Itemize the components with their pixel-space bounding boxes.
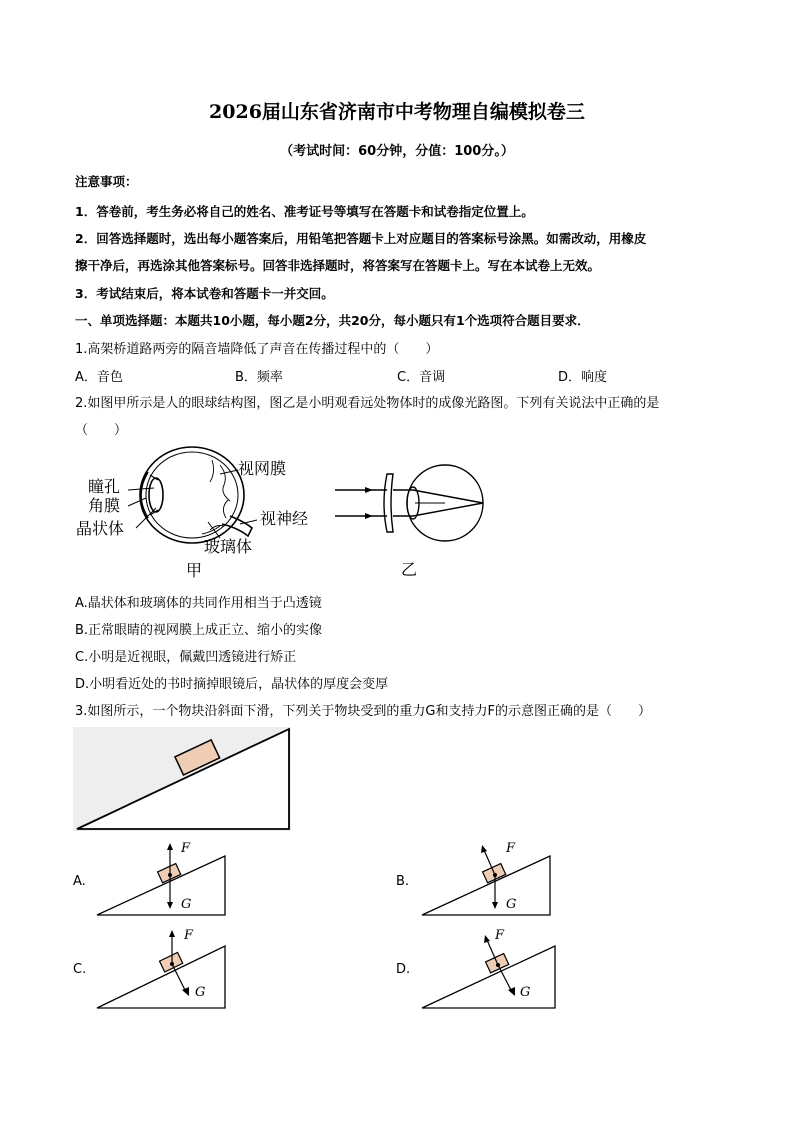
- eyeball-outline: [140, 447, 244, 543]
- notice-item-2-line-1: 2．回答选择题时，选出每小题答案后，用铅笔把答题卡上对应题目的答案标号涂黑。如需改动，用橡皮: [75, 231, 647, 246]
- option-a-diagram: [95, 838, 230, 918]
- force-label-f: F: [184, 928, 194, 943]
- question-1-option-c: C．音调: [397, 370, 446, 385]
- force-label-f: F: [495, 928, 505, 943]
- force-label-g: G: [520, 985, 531, 1000]
- question-3-stem: 3.如图所示，一个物块沿斜面下滑，下列关于物块受到的重力G和支持力F的示意图正确的是（ ）: [75, 704, 651, 719]
- force-label-g: G: [181, 897, 192, 912]
- incline-figure: [73, 727, 291, 831]
- force-label-f: F: [181, 841, 191, 856]
- exam-info: （考试时间：60分钟，分值：100分。）: [280, 144, 514, 159]
- question-1-option-b: B．频率: [235, 370, 283, 385]
- section-heading: 一、单项选择题：本题共10小题，每小题2分，共20分，每小题只有1个选项符合题目要求．: [75, 313, 590, 328]
- figure-label-jia: 甲: [186, 561, 203, 580]
- label-pupil: 瞳孔: [88, 477, 121, 496]
- label-cornea: 角膜: [88, 496, 121, 515]
- question-1-option-a: A．音色: [75, 370, 123, 385]
- question-2-option-c: C.小明是近视眼，佩戴凹透镜进行矫正: [75, 650, 297, 665]
- question-3-option-c-label: C.: [73, 962, 87, 977]
- option-c-diagram: [95, 926, 230, 1011]
- question-2-stem-line-2: （ ）: [75, 423, 128, 438]
- force-label-g: G: [506, 897, 517, 912]
- option-d-diagram: [420, 926, 560, 1011]
- lens-shape: [149, 478, 163, 512]
- question-3-option-d-label: D.: [396, 962, 411, 977]
- label-lens: 晶状体: [76, 519, 125, 538]
- option-b-diagram: [420, 838, 555, 918]
- light-path-figure: [335, 460, 495, 585]
- question-1-option-d: D．响度: [558, 370, 608, 385]
- question-2-option-b: B.正常眼睛的视网膜上成正立、缩小的实像: [75, 623, 323, 638]
- figure-label-yi: 乙: [401, 560, 418, 579]
- concave-lens-shape: [384, 474, 393, 532]
- question-2-option-a: A.晶状体和玻璃体的共同作用相当于凸透镜: [75, 596, 322, 611]
- force-label-g: G: [195, 985, 206, 1000]
- notice-item-2-line-2: 擦干净后，再选涂其他答案标号。回答非选择题时，将答案写在答题卡上。写在本试卷上无效。: [75, 258, 601, 273]
- page-title: 2026届山东省济南市中考物理自编模拟卷三: [209, 101, 585, 123]
- notice-item-1: 1．答卷前，考生务必将自己的姓名、准考证号等填写在答题卡和试卷指定位置上。: [75, 204, 534, 219]
- optic-nerve-shape: [222, 516, 252, 536]
- label-optic-nerve: 视神经: [260, 509, 309, 528]
- label-vitreous: 玻璃体: [204, 537, 253, 556]
- notice-heading: 注意事项：: [75, 174, 138, 189]
- question-3-option-b-label: B.: [396, 874, 410, 889]
- question-3-option-a-label: A.: [73, 874, 86, 889]
- question-1-stem: 1.高架桥道路两旁的隔音墙降低了声音在传播过程中的（ ）: [75, 342, 439, 357]
- force-label-f: F: [506, 841, 516, 856]
- notice-item-3: 3．考试结束后，将本试卷和答题卡一并交回。: [75, 286, 334, 301]
- question-2-stem-line-1: 2.如图甲所示是人的眼球结构图，图乙是小明观看远处物体时的成像光路图。下列有关说法中正确的是: [75, 396, 660, 411]
- eye-structure-figure: [70, 440, 330, 585]
- label-retina: 视网膜: [238, 459, 287, 478]
- question-2-option-d: D.小明看近处的书时摘掉眼镜后，晶状体的厚度会变厚: [75, 677, 389, 692]
